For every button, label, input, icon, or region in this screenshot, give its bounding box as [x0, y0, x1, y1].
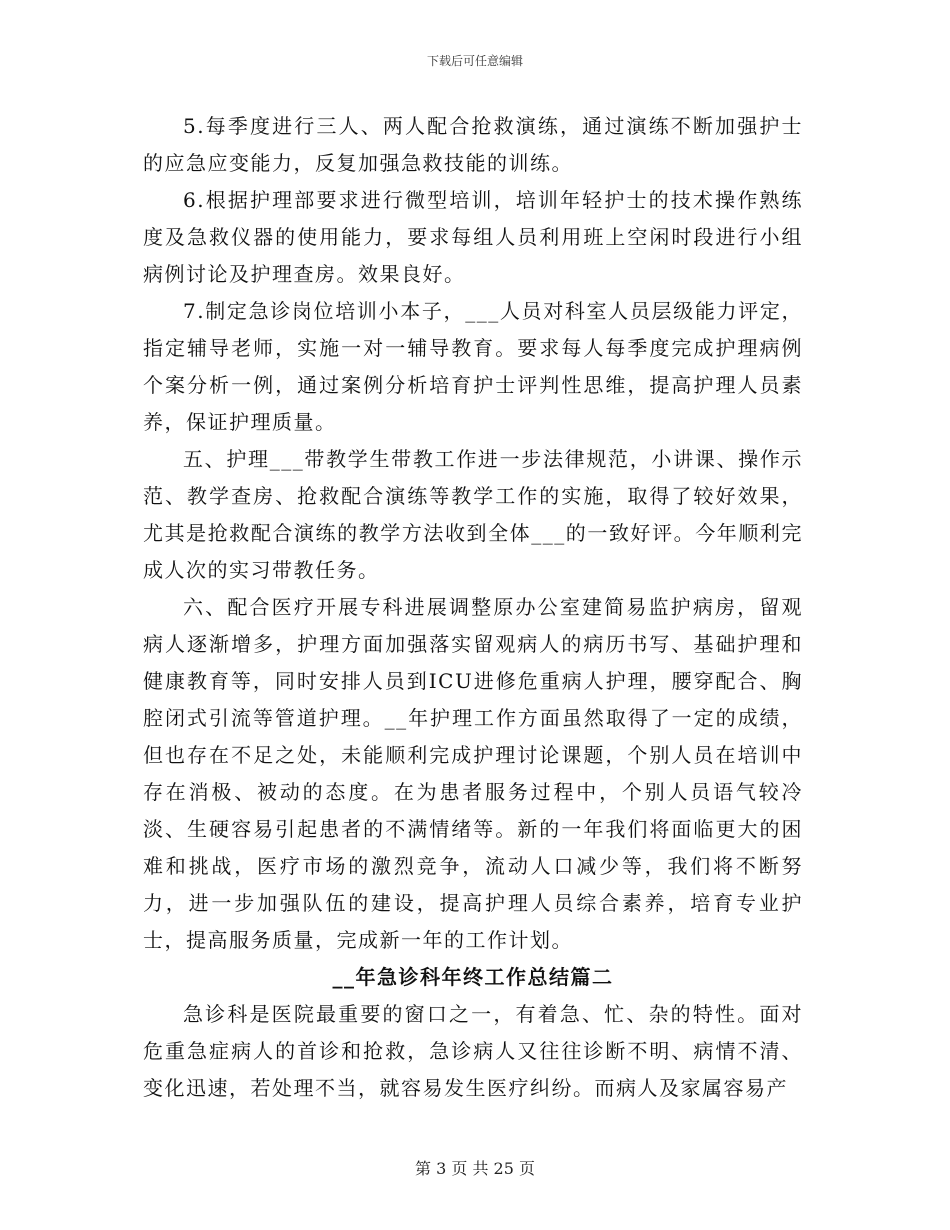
page-number: 第 3 页 共 25 页	[415, 1159, 535, 1178]
paragraph-section-five: 五、护理___带教学生带教工作进一步法律规范，小讲课、操作示范、教学查房、抢救配合演练等教学工作的实施，取得了较好效果，尤其是抢救配合演练的教学方法收到全体___的一致好评。今年顺利完成人次的实习带教任务。	[143, 447, 803, 582]
section-title: __年急诊科年终工作总结篇二	[332, 965, 614, 989]
paragraph-item-7: 7.制定急诊岗位培训小本子，___人员对科室人员层级能力评定，指定辅导老师，实施一对一辅导教育。要求每人每季度完成护理病例个案分析一例，通过案例分析培育护士评判性思维，提高护理人员素养，保证护理质量。	[143, 299, 803, 434]
paragraph-item-5: 5.每季度进行三人、两人配合抢救演练，通过演练不断加强护士的应急应变能力，反复加强急救技能的训练。	[143, 114, 803, 175]
paragraph-section-six: 六、配合医疗开展专科进展调整原办公室建简易监护病房，留观病人逐渐增多，护理方面加强落实留观病人的病历书写、基础护理和健康教育等，同时安排人员到ICU进修危重病人护理，腰穿配合、胸腔闭式引流等管道护理。__年护理工作方面虽然取得了一定的成绩，但也存在不足之处，未能顺利完成护理讨论课题，个别人员在培训中存在消极、被动的态度。在为患者服务过程中，个别人员语气较冷淡、生硬容易引起患者的不满情绪等。新的一年我们将面临更大的困难和挑战，医疗市场的激烈竞争，流动人口减少等，我们将不断努力，进一步加强队伍的建设，提高护理人员综合素养，培育专业护士，提高服务质量，完成新一年的工作计划。	[143, 595, 803, 952]
paragraph-item-6: 6.根据护理部要求进行微型培训，培训年轻护士的技术操作熟练度及急救仪器的使用能力，要求每组人员利用班上空闲时段进行小组病例讨论及护理查房。效果良好。	[143, 188, 803, 286]
header-note: 下载后可任意编辑	[426, 54, 523, 68]
paragraph-intro: 急诊科是医院最重要的窗口之一，有着急、忙、杂的特性。面对危重急症病人的首诊和抢救，急诊病人又往往诊断不明、病情不清、变化迅速，若处理不当，就容易发生医疗纠纷。而病人及家属容易产	[143, 1002, 803, 1100]
document-body	[143, 108, 803, 1107]
